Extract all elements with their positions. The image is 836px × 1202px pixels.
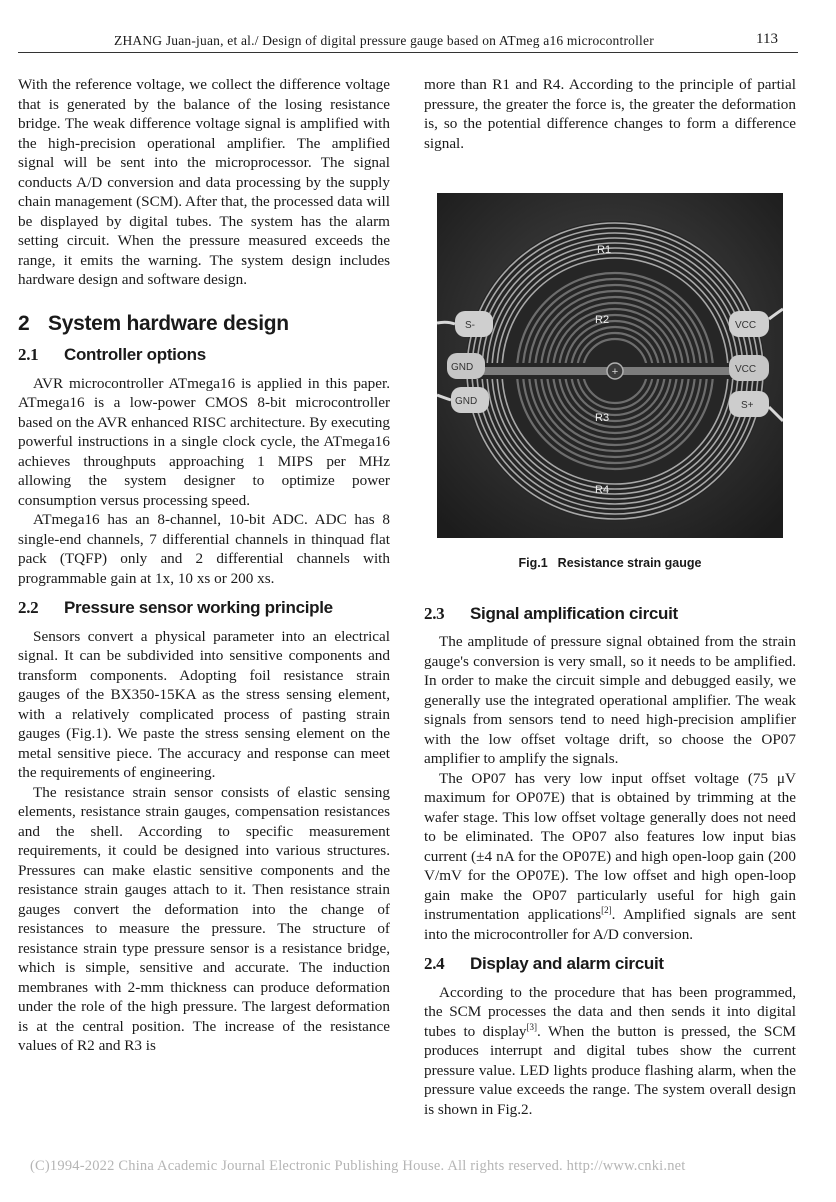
label-r2: R2 [595,314,610,326]
label-r1: R1 [597,244,612,256]
center-mark: + [611,366,619,378]
page-header [18,30,798,53]
strain-gauge-illustration [437,193,783,538]
intro-paragraph: With the reference voltage, we collect the difference voltage that is generated by the balance of the losing resistance bridge. The weak difference voltage signal is amplified with the high-precision operational amplifier. The amplified signal will be sent into the microprocessor. The signal conducts A/D conversion and data processing by the supply chain management (SCM). After that, the processed data will be displayed by digital tubes. The system has the alarm setting circuit. When the pressure measured exceeds the range, it emits the warning. The system design includes hardware design and software design. [18,76,390,288]
paragraph: The amplitude of pressure signal obtained from the strain gauge's conversion is very small, so it needs to be amplified. In order to make the circuit simple and debugged easily, we generally use the integrated operational amplifier. The weak signals from sensors tend to need high-precision amplifier with the low offset voltage drift, so choose the OP07 amplifier to amplify the signals. [424,633,796,767]
subsection-2-4-heading [424,954,796,974]
paragraph-text: . Amplified signals are sent into the microcontroller for A/D conversion. [424,906,797,943]
running-title: ZHANG Juan-juan, et al./ Design of digital pressure gauge based on ATmeg a16 microcontroller [114,33,654,48]
pad-label: S- [465,320,475,331]
subsection-number: 2.3 [424,603,445,623]
pad-label: GND [451,362,474,373]
subsection-title: Signal amplification circuit [470,603,678,623]
label-r4: R4 [595,484,610,496]
section-number: 2 [18,311,30,335]
paragraph: ATmega16 has an 8-channel, 10-bit ADC. ADC has 8 single-end channels, 7 differential channels in thinquad flat pack (TQFP) only and 2 differential channels with programmable gain at 1x, 10 xs or 200 xs. [18,511,390,587]
section-title: System hardware design [48,311,289,335]
subsection-2-3-heading [424,604,796,624]
paragraph-text: . When the button is pressed, the SCM produces interrupt and digital tubes show the current pressure value. LED lights produce flashing alarm, when the pressure value exceeds the range. The system overall design is shown in Fig.2. [424,1022,797,1118]
subsection-title: Pressure sensor working principle [64,598,333,617]
pad-label: VCC [735,364,757,375]
paragraph: The resistance strain sensor consists of elastic sensing elements, resistance strain gauges, compensation resistances and the shell. According to specific measurement requirements, it could be designed into various structures. Pressures can make elastic sensitive components and the resistance strain gauges attach to it. Then resistance strain gauges convert the deformation into the change of resistances to measure the pressure. The structure of resistance strain type pressure sensor is a resistance bridge, which is simple, sensitive and accurate. The induction membranes with 2-mm thickness can produce deformation under the role of the high pressure. The largest deformation is at the central position. The increase of the resistance values of R2 and R3 is [18,783,390,1054]
pad-label: S+ [741,400,754,411]
figure-label: Fig.1 [518,556,548,570]
subsection-2-2-heading [18,598,390,618]
paragraph: AVR microcontroller ATmega16 is applied in this paper. ATmega16 is a low-power CMOS 8-bit microcontroller based on the AVR enhanced RISC architecture. By executing powerful instructions in a single clock cycle, the ATmega16 achieves throughputs approaching 1 MIPS per MHz allowing the system designer to optimize power consumption versus processing speed. [18,374,390,509]
pad-label: GND [455,396,478,407]
pad-label: VCC [735,320,757,331]
figure-caption-text: Resistance strain gauge [557,556,702,570]
paragraph-text: According to the procedure that has been programmed, the SCM processes the data and then sends it into digital tubes to display [424,983,796,1040]
citation: [3] [526,1021,538,1032]
paragraph: Sensors convert a physical parameter into an electrical signal. It can be subdivided into sensitive components and transform components. Adopting foil resistance strain gauges of the BX350-15KA as the stress sensing element, with a relatively complicated process of pasting strain gauges (Fig.1). We paste the stress sensing element on the metal sensitive piece. The accuracy and response can meet the requirements of engineering. [18,627,390,781]
figure-caption [424,554,796,574]
section-2-heading [18,311,390,335]
subsection-2-1-heading [18,345,390,365]
subsection-number: 2.4 [424,954,445,973]
copyright-footer: (C)1994-2022 China Academic Journal Electronic Publishing House. All rights reserved. http://www.cnki.net [30,1158,686,1174]
continued-paragraph: more than R1 and R4. According to the principle of partial pressure, the greater the force is, the greater the deformation is, so the potential difference changes to form a difference signal. [424,76,796,152]
subsection-title: Display and alarm circuit [470,954,664,973]
right-column [424,75,796,1119]
paragraph-text: The OP07 has very low input offset voltage (75 μV maximum for OP07E) that is obtained by trimming at the wafer stage. This low offset voltage generally does not need to be eliminated. The OP07 also features low input bias current (±4 nA for the OP07E) and high open-loop gain (200 V/mV for the OP07E). The low offset and high open-loop gain make the OP07 particularly useful for high gain instrumentation applications [424,769,796,923]
left-column [18,75,390,1056]
page-number: 113 [756,31,778,47]
subsection-title: Controller options [64,345,206,364]
label-r3: R3 [595,412,610,424]
paragraph [424,769,796,945]
strain-gauge-photo [437,193,783,538]
subsection-number: 2.1 [18,345,39,364]
citation: [2] [601,904,612,915]
subsection-number: 2.2 [18,598,39,617]
paragraph [424,983,796,1120]
